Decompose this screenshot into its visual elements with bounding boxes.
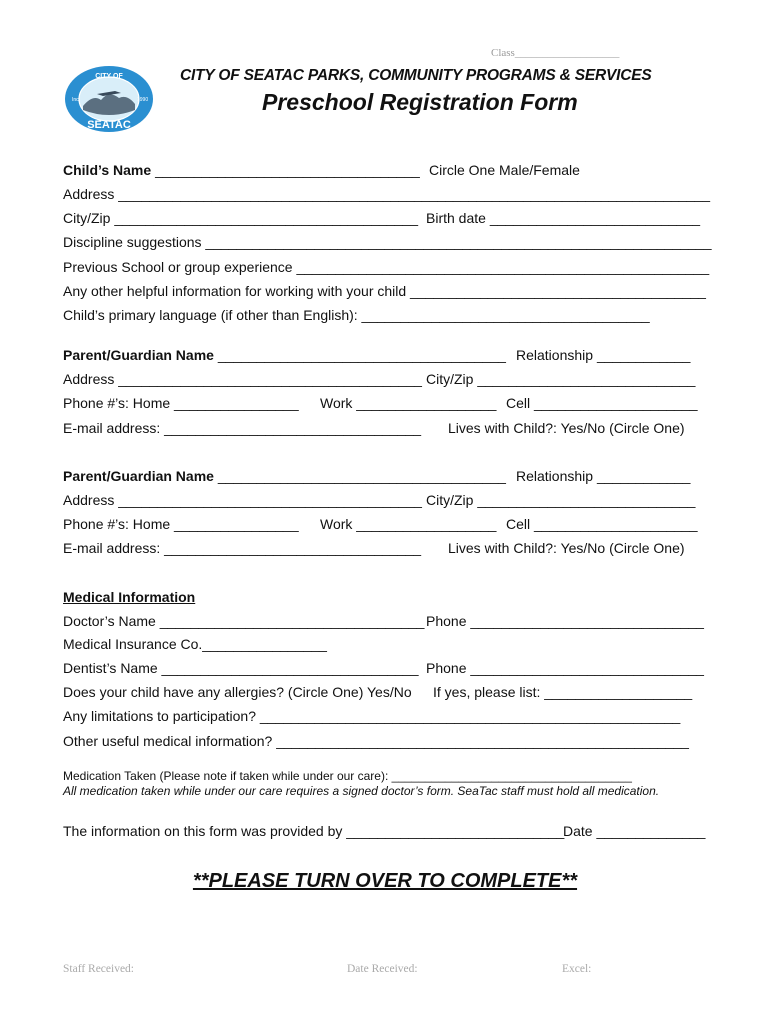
- agency-name: CITY OF SEATAC PARKS, COMMUNITY PROGRAMS & SERVICES: [180, 67, 652, 84]
- provided-by-field[interactable]: The information on this form was provided by ____________________________: [63, 823, 565, 839]
- logo-left-text: Inc.: [72, 97, 81, 103]
- guardian-2-address[interactable]: Address _______________________________________: [63, 492, 422, 508]
- guardian-1-name-label: Parent/Guardian Name: [63, 347, 214, 363]
- primary-language-field[interactable]: Child’s primary language (if other than English): _____________________________________: [63, 307, 650, 323]
- staff-received-label: Staff Received:: [63, 963, 134, 975]
- guardian-2-home-phone[interactable]: Phone #’s: Home ________________: [63, 516, 299, 532]
- logo-right-text: 1990: [137, 97, 149, 103]
- guardian-1-address[interactable]: Address _______________________________________: [63, 371, 422, 387]
- guardian-1-lives-with[interactable]: Lives with Child?: Yes/No (Circle One): [448, 420, 685, 436]
- guardian-1-name-line[interactable]: _____________________________________: [217, 347, 506, 363]
- limitations-field[interactable]: Any limitations to participation? ______________________________________________________: [63, 708, 681, 724]
- guardian-2-lives-with[interactable]: Lives with Child?: Yes/No (Circle One): [448, 540, 685, 556]
- child-name-row[interactable]: [63, 161, 420, 179]
- helpful-info-field[interactable]: Any other helpful information for working with your child ______________________________________: [63, 283, 706, 299]
- dentist-name-field[interactable]: Dentist’s Name _________________________________: [63, 660, 419, 676]
- date-received-label: Date Received:: [347, 963, 418, 975]
- guardian-2-name-label: Parent/Guardian Name: [63, 468, 214, 484]
- doctor-name-field[interactable]: Doctor’s Name __________________________________: [63, 613, 425, 629]
- medical-heading: Medical Information: [63, 589, 196, 605]
- other-medical-field[interactable]: Other useful medical information? _____________________________________________________: [63, 733, 689, 749]
- city-seal-logo: [63, 64, 156, 134]
- provided-date-field[interactable]: Date ______________: [563, 823, 706, 839]
- guardian-1-work-phone[interactable]: Work __________________: [320, 395, 497, 411]
- child-name-line[interactable]: __________________________________: [155, 162, 420, 178]
- guardian-1-city-zip[interactable]: City/Zip ____________________________: [426, 371, 696, 387]
- guardian-2-email[interactable]: E-mail address: _________________________________: [63, 540, 422, 556]
- logo-bottom-text: SEATAC: [87, 119, 131, 131]
- form-title: Preschool Registration Form: [262, 89, 578, 115]
- guardian-1-relationship[interactable]: Relationship ____________: [516, 347, 691, 363]
- guardian-2-cell-phone[interactable]: Cell _____________________: [506, 516, 698, 532]
- guardian-2-relationship[interactable]: Relationship ____________: [516, 468, 691, 484]
- gender-choice[interactable]: Circle One Male/Female: [429, 162, 580, 178]
- insurance-field[interactable]: Medical Insurance Co.________________: [63, 636, 327, 652]
- class-line: Class___________________: [491, 47, 620, 59]
- allergies-question[interactable]: Does your child have any allergies? (Circle One) Yes/No: [63, 684, 412, 700]
- medication-note: All medication taken while under our care requires a signed doctor’s form. SeaTac staff must hold all medication.: [63, 784, 660, 798]
- dentist-phone-field[interactable]: Phone ______________________________: [426, 660, 704, 676]
- child-city-zip-field[interactable]: City/Zip _______________________________________: [63, 210, 418, 226]
- birth-date-field[interactable]: Birth date ___________________________: [426, 210, 701, 226]
- child-name-label: Child’s Name: [63, 162, 152, 178]
- guardian-1-cell-phone[interactable]: Cell _____________________: [506, 395, 698, 411]
- child-address-field[interactable]: Address ____________________________________________________________________________: [63, 186, 710, 202]
- guardian-1-email[interactable]: E-mail address: _________________________________: [63, 420, 422, 436]
- guardian-1-home-phone[interactable]: Phone #’s: Home ________________: [63, 395, 299, 411]
- previous-school-field[interactable]: Previous School or group experience _____________________________________________________: [63, 259, 710, 275]
- discipline-field[interactable]: Discipline suggestions _________________________________________________________________: [63, 234, 712, 250]
- guardian-1-name-row[interactable]: [63, 346, 506, 364]
- doctor-phone-field[interactable]: Phone ______________________________: [426, 613, 704, 629]
- excel-label: Excel:: [562, 963, 592, 975]
- logo-top-text: CITY OF: [95, 73, 123, 80]
- guardian-2-city-zip[interactable]: City/Zip ____________________________: [426, 492, 696, 508]
- allergies-list-field[interactable]: If yes, please list: ___________________: [433, 684, 693, 700]
- guardian-2-name-row[interactable]: [63, 467, 506, 485]
- medication-field[interactable]: Medication Taken (Please note if taken while under our care): ____________________________________: [63, 769, 632, 783]
- turn-over-notice: **PLEASE TURN OVER TO COMPLETE**: [192, 870, 578, 892]
- guardian-2-work-phone[interactable]: Work __________________: [320, 516, 497, 532]
- guardian-2-name-line[interactable]: _____________________________________: [217, 468, 506, 484]
